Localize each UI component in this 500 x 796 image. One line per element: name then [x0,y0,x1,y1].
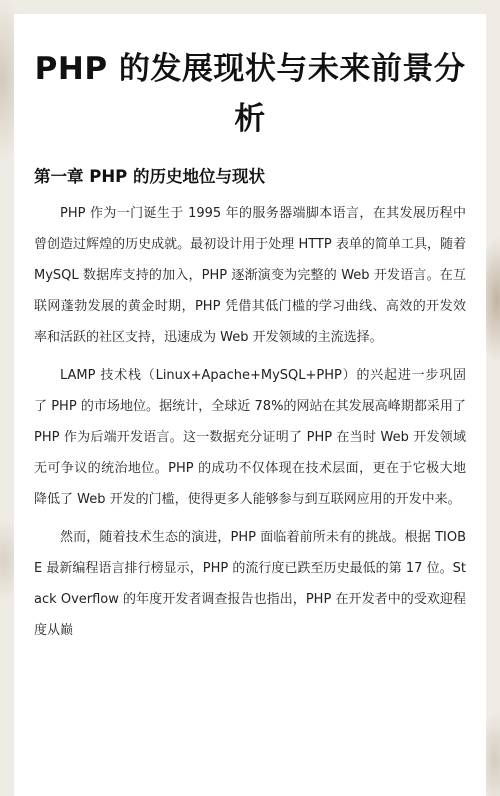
paragraph-3: 然而，随着技术生态的演进，PHP 面临着前所未有的挑战。根据 TIOBE 最新编程语言排行榜显示，PHP 的流行度已跌至历史最低的第 17 位。Stack Overflow 的年度开发者调查报告也指出，PHP 在开发者中的受欢迎程度从巅 [34,530,466,638]
document-page [14,14,486,796]
document-title: PHP 的发展现状与未来前景分析 [34,51,466,137]
chapter-heading: 第一章 PHP 的历史地位与现状 [34,167,265,186]
paragraph-1: PHP 作为一门诞生于 1995 年的服务器端脚本语言，在其发展历程中曾创造过辉煌的历史成就。最初设计用于处理 HTTP 表单的简单工具，随着 MySQL 数据库支持的加入，PHP 逐渐演变为完整的 Web 开发语言。在互联网蓬勃发展的黄金时期，PHP 凭借其低门槛的学习曲线、高效的开发效率和活跃的社区支持，迅速成为 Web 开发领域的主流选择。 [34,206,466,345]
paragraph-2: LAMP 技术栈（Linux+Apache+MySQL+PHP）的兴起进一步巩固了 PHP 的市场地位。据统计，全球近 78%的网站在其发展高峰期都采用了 PHP 作为后端开发语言。这一数据充分证明了 PHP 在当时 Web 开发领域无可争议的统治地位。PHP 的成功不仅体现在技术层面，更在于它极大地降低了 Web 开发的门槛，使得更多人能够参与到互联网应用的开发中来。 [34,368,466,507]
